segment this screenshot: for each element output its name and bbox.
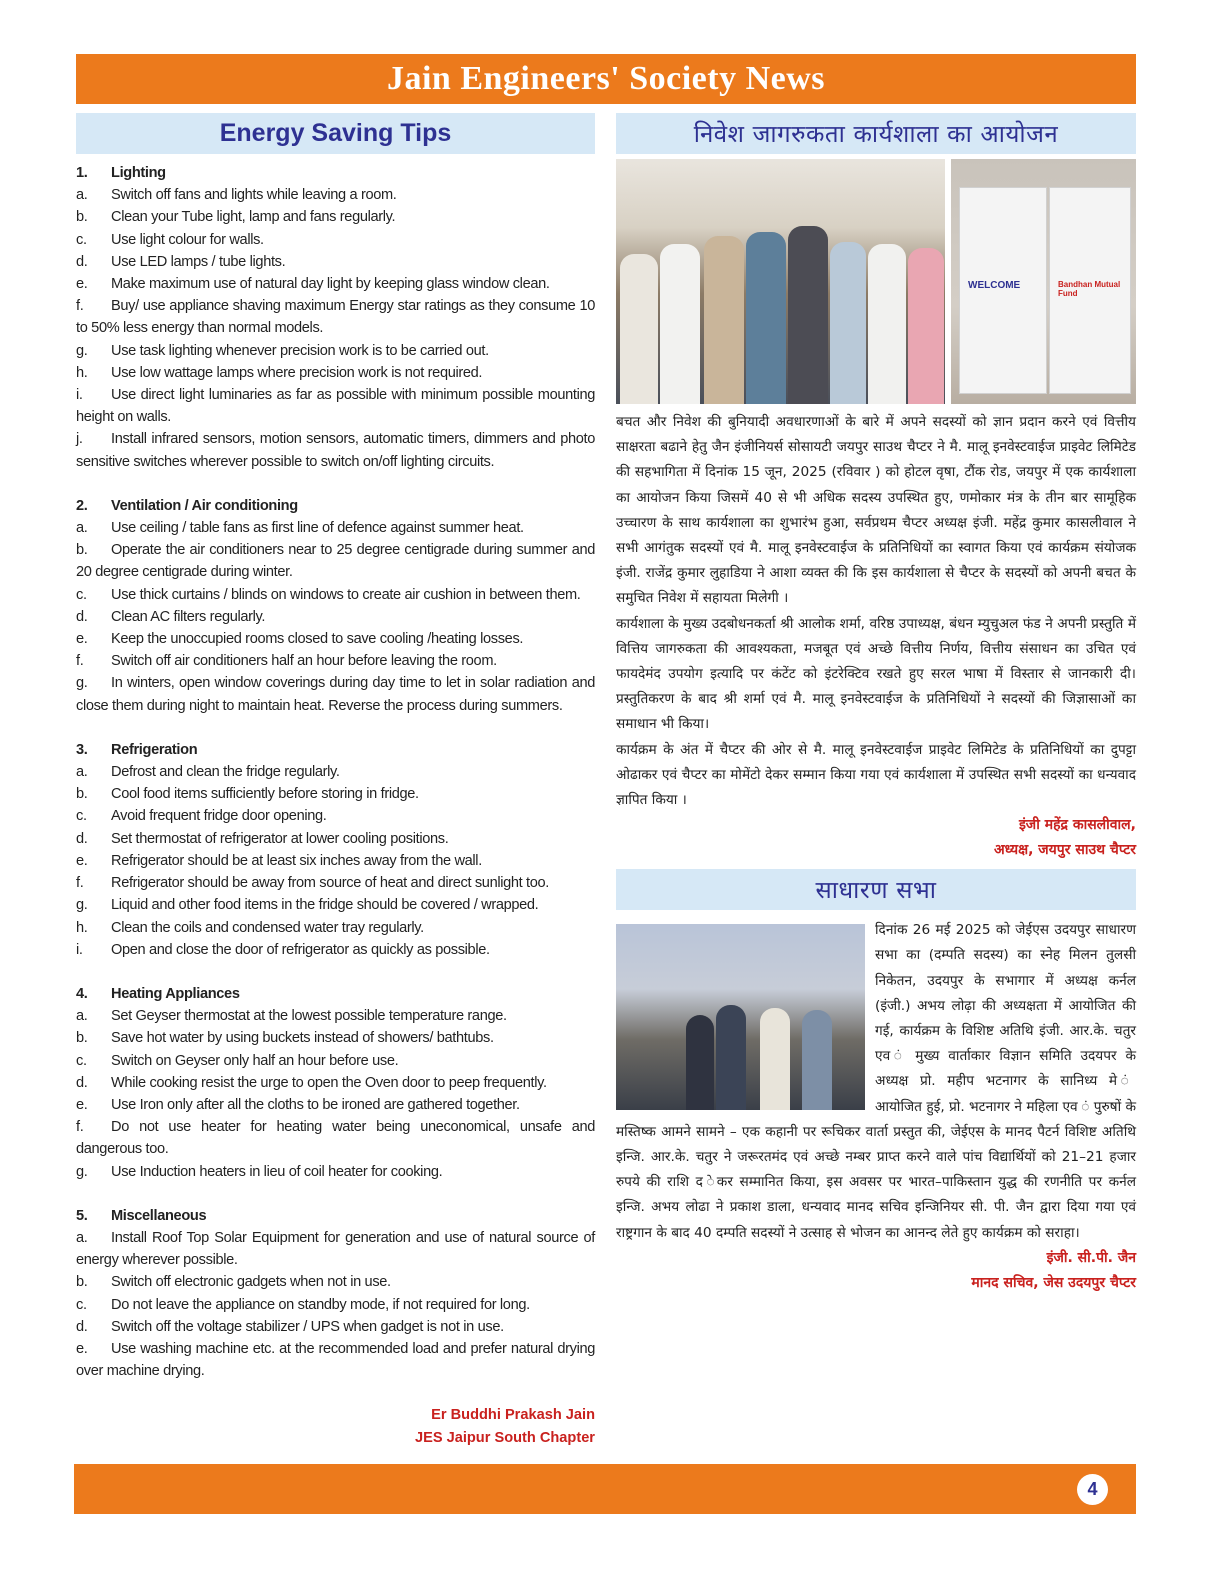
tip-item-text: Use direct light luminaries as far as possible with minimum possible mounting height on walls.: [76, 387, 595, 426]
tip-group-label: Heating Appliances: [111, 985, 240, 1002]
tip-item: [76, 872, 595, 894]
newsletter-banner: [76, 54, 1136, 104]
tip-item-text: In winters, open window coverings during day time to let in solar radiation and close them during night to maintain heat. Reverse the process during summers.: [76, 675, 595, 714]
tip-item: [76, 939, 595, 961]
tip-item-letter: g.: [76, 897, 88, 914]
tip-item-text: Switch off the voltage stabilizer / UPS when gadget is not in use.: [111, 1318, 504, 1335]
workshop-signature-role: अध्यक्ष, जयपुर साउथ चैप्टर: [993, 842, 1136, 859]
tip-item-text: Operate the air conditioners near to 25 degree centigrade during summer and 20 degree centigrade during winter.: [76, 542, 595, 581]
tip-item: [76, 1072, 595, 1094]
newsletter-title: Jain Engineers' Society News: [386, 60, 826, 97]
tip-item: [76, 628, 595, 650]
tip-item: [76, 362, 595, 384]
tip-item: [76, 1316, 595, 1338]
tip-item-text: Open and close the door of refrigerator as quickly as possible.: [111, 941, 490, 958]
tip-item-letter: b.: [76, 209, 88, 226]
tip-item-letter: g.: [76, 1163, 88, 1180]
person-figure: [760, 1008, 790, 1110]
tip-item: [76, 206, 595, 228]
sabha-signature: [616, 1246, 1136, 1296]
tip-group-number: 5.: [76, 1207, 88, 1224]
tip-item-text: Clean AC filters regularly.: [111, 608, 266, 625]
person-figure: [868, 244, 906, 404]
person-figure: [704, 236, 744, 404]
tip-item-text: Make maximum use of natural day light by keeping glass window clean.: [111, 276, 550, 293]
workshop-signature: [616, 813, 1136, 863]
tip-item-text: Defrost and clean the fridge regularly.: [111, 764, 340, 781]
tip-item-letter: d.: [76, 1318, 88, 1335]
tip-item-letter: c.: [76, 808, 87, 825]
tip-item: [76, 428, 595, 472]
tip-item-letter: g.: [76, 342, 88, 359]
tip-group-number: 2.: [76, 497, 88, 514]
tip-item: [76, 1294, 595, 1316]
person-figure: [830, 242, 866, 404]
tip-item: [76, 828, 595, 850]
tip-item: [76, 273, 595, 295]
tip-item-text: While cooking resist the urge to open the Oven door to peep frequently.: [111, 1074, 547, 1091]
tip-item: [76, 517, 595, 539]
tip-item-text: Use washing machine etc. at the recommended load and prefer natural drying over machine drying.: [76, 1340, 595, 1380]
tip-group: [76, 739, 595, 961]
tip-group-label: Lighting: [111, 165, 166, 181]
tip-group-title: [76, 739, 595, 761]
tip-item: [76, 805, 595, 827]
tip-group-label: Refrigeration: [111, 741, 198, 758]
tip-item-letter: j.: [76, 431, 83, 448]
tip-item-text: Use Induction heaters in lieu of coil heater for cooking.: [111, 1163, 443, 1180]
tip-item-text: Avoid frequent fridge door opening.: [111, 808, 327, 825]
signature-name: Er Buddhi Prakash Jain: [431, 1407, 595, 1424]
welcome-text: WELCOME: [968, 280, 1021, 291]
tip-item: [76, 1227, 595, 1271]
tip-item-letter: h.: [76, 919, 88, 936]
workshop-title: निवेश जागरुकता कार्यशाला का आयोजन: [693, 120, 1059, 148]
workshop-article: [616, 410, 1136, 813]
tip-item: [76, 650, 595, 672]
tip-item: [76, 295, 595, 339]
tip-item-text: Set thermostat of refrigerator at lower cooling positions.: [111, 830, 449, 847]
tip-item-letter: c.: [76, 586, 87, 603]
tip-item-letter: c.: [76, 1296, 87, 1313]
tip-item: [76, 384, 595, 428]
bandhan-standee: [1049, 187, 1131, 394]
workshop-group-photo: [616, 159, 945, 404]
tip-item-text: Clean the coils and condensed water tray regularly.: [111, 919, 424, 936]
tip-item-text: Use Iron only after all the cloths to be ironed are gathered together.: [111, 1096, 520, 1113]
welcome-standee: [959, 187, 1047, 394]
person-figure: [686, 1015, 714, 1110]
tip-item: [76, 229, 595, 251]
tip-item-letter: f.: [76, 298, 84, 315]
tip-group: [76, 1205, 595, 1383]
person-figure: [716, 1005, 746, 1110]
tip-item-text: Switch off air conditioners half an hour before leaving the room.: [111, 653, 497, 670]
tip-item-letter: d.: [76, 830, 88, 847]
workshop-paragraph: कार्यक्रम के अंत में चैप्टर की ओर से मै. मालू इनवेस्टवाईज प्राइवेट लिमिटेड के प्रतिनिधियों का दुपट्टा ओढाकर एवं चैप्टर का मोमेंटो देकर सम्मान किया गया एवं कार्यशाला में उपस्थित सभी सदस्यों का धन्यवाद ज्ञापित किया ।: [616, 741, 1136, 809]
energy-tips-signature: [76, 1404, 595, 1449]
workshop-paragraph: कार्यशाला के मुख्य उदबोधनकर्ता श्री आलोक शर्मा, वरिष्ठ उपाध्यक्ष, बंधन म्युचुअल फंड ने अपनी प्रस्तुति में वित्तिय जागरुकता की आवश्यकता, मजबूत एवं अच्छे वित्तीय निर्णय, वित्तीय संसाधन का उचित एवं फायदेमंद उपयोग इत्यादि पर कंटेंट को इंटरेक्टिव रखते हुए सरल भाषा में विस्तार से जानकारी दी। प्रस्तुतिकरण के बाद श्री शर्मा एवं मै. मालू इनवेस्टवाईज के प्रतिनिधियों ने सदस्यों की जिज्ञासाओं का समाधान भी किया।: [616, 615, 1136, 733]
tip-item-text: Keep the unoccupied rooms closed to save cooling /heating losses.: [111, 631, 524, 648]
tip-item: [76, 184, 595, 206]
tip-item: [76, 251, 595, 273]
tip-item-text: Install Roof Top Solar Equipment for generation and use of natural source of energy wherever possible.: [76, 1229, 595, 1269]
tip-item-text: Use task lighting whenever precision work is to be carried out.: [111, 342, 489, 359]
tip-item-letter: a.: [76, 520, 88, 537]
tip-item-text: Use ceiling / table fans as first line of defence against summer heat.: [111, 520, 524, 537]
tip-item: [76, 894, 595, 916]
tip-item-letter: d.: [76, 253, 88, 270]
tip-group-title: [76, 495, 595, 517]
bandhan-text: Bandhan Mutual Fund: [1058, 280, 1121, 298]
tip-item-letter: b.: [76, 1030, 88, 1047]
workshop-paragraph: बचत और निवेश की बुनियादी अवधारणाओं के बारे में अपने सदस्यों को ज्ञान प्रदान करने एवं वित्तीय साक्षरता बढाने हेतु जैन इंजीनियर्स सोसायटी जयपुर साउथ चैप्टर ने मै. मालू इनवेस्टवाईज प्राइवेट लिमिटेड की सहभागिता में दिनांक 15 जून, 2025 (रविवार ) को होटल वृषा, टौंक रोड, जयपुर में एक कार्यशाला का आयोजन किया जिसमें 40 से भी अधिक सदस्य उपस्थित हुए, णमोकार मंत्र के तीन बार सामूहिक उच्चारण के साथ कार्यशाला का शुभारंभ हुआ, सर्वप्रथम चैप्टर अध्यक्ष इंजी. महेंद्र कुमार कासलीवाल ने सभी आगंतुक सदस्यों एवं मै. मालू इनवेस्टवाईज के प्रतिनिधियों का स्वागत किया एवं कार्यक्रम संयोजक इंजी. राजेंद्र कुमार लुहाडिया ने आशा व्यक्त की कि इस कार्यशाला से चैप्टर के सदस्यों को अपनी बचत के समुचित निवेश में सहायता मिलेगी ।: [616, 414, 1136, 607]
tip-group-number: 3.: [76, 741, 88, 758]
person-figure: [660, 244, 700, 404]
tip-item-text: Refrigerator should be at least six inches away from the wall.: [111, 852, 482, 869]
tip-group-title: [76, 1205, 595, 1227]
tip-item-text: Do not use heater for heating water being uneconomical, unsafe and dangerous too.: [76, 1119, 595, 1158]
workshop-signature-name: इंजी महेंद्र कासलीवाल,: [1018, 817, 1136, 834]
tip-item: [76, 850, 595, 872]
tip-item-letter: f.: [76, 875, 84, 892]
tip-item-letter: i.: [76, 387, 83, 404]
tip-item-letter: g.: [76, 675, 88, 692]
tip-item: [76, 672, 595, 716]
tip-item-text: Use low wattage lamps where precision work is not required.: [111, 364, 483, 381]
welcome-banner-photo: [951, 159, 1136, 404]
tip-item-letter: c.: [76, 231, 87, 248]
tip-item-text: Set Geyser thermostat at the lowest possible temperature range.: [111, 1008, 507, 1025]
energy-tips-column: [76, 113, 595, 1450]
tip-item-letter: a.: [76, 764, 88, 781]
footer-bar: [74, 1464, 1136, 1514]
tip-item-text: Save hot water by using buckets instead of showers/ bathtubs.: [111, 1030, 494, 1047]
page-number: 4: [1077, 1474, 1108, 1505]
tip-item-letter: f.: [76, 653, 84, 670]
tip-group-label: Miscellaneous: [111, 1207, 207, 1224]
workshop-photos: [616, 159, 1136, 404]
tip-item: [76, 1161, 595, 1183]
tip-item-text: Refrigerator should be away from source of heat and direct sunlight too.: [111, 875, 550, 892]
tip-item: [76, 1027, 595, 1049]
sabha-event-photo: [616, 924, 865, 1110]
person-figure: [788, 226, 828, 404]
workshop-heading: [616, 113, 1136, 154]
tip-item-letter: h.: [76, 364, 88, 381]
tip-item: [76, 761, 595, 783]
tip-item-text: Switch on Geyser only half an hour before use.: [111, 1052, 399, 1069]
tip-item: [76, 1005, 595, 1027]
tip-item: [76, 1116, 595, 1160]
signature-role: JES Jaipur South Chapter: [414, 1429, 595, 1446]
person-figure: [620, 254, 658, 404]
tip-item-letter: i.: [76, 941, 83, 958]
tip-item-text: Use LED lamps / tube lights.: [111, 253, 286, 270]
tip-item-letter: b.: [76, 542, 88, 559]
energy-tips-heading: [76, 113, 595, 154]
tip-item-letter: c.: [76, 1052, 87, 1069]
tip-item-text: Clean your Tube light, lamp and fans regularly.: [111, 209, 396, 226]
sabha-signature-name: इंजी. सी.पी. जैन: [1046, 1249, 1136, 1266]
news-column: [616, 113, 1136, 1296]
tip-item: [76, 1271, 595, 1293]
tip-item-text: Liquid and other food items in the fridge should be covered / wrapped.: [111, 897, 539, 914]
tip-item: [76, 539, 595, 583]
tip-item-letter: d.: [76, 1074, 88, 1091]
tip-item: [76, 1050, 595, 1072]
tip-item-text: Use light colour for walls.: [111, 231, 264, 248]
person-figure: [746, 232, 786, 404]
tip-item-letter: a.: [76, 1229, 88, 1246]
person-figure: [908, 248, 944, 404]
sabha-article: [616, 918, 1136, 1246]
sabha-heading: [616, 869, 1136, 910]
energy-tips-list: [76, 162, 595, 1382]
tip-item-text: Do not leave the appliance on standby mode, if not required for long.: [111, 1296, 530, 1313]
energy-tips-title: Energy Saving Tips: [219, 119, 452, 147]
tip-item-letter: e.: [76, 852, 88, 869]
tip-item: [76, 340, 595, 362]
tip-item: [76, 584, 595, 606]
tip-item-text: Cool food items sufficiently before storing in fridge.: [111, 786, 419, 803]
tip-group-number: 4.: [76, 985, 88, 1002]
tip-item: [76, 1094, 595, 1116]
tip-group-number: 1.: [76, 165, 88, 181]
tip-item-text: Buy/ use appliance shaving maximum Energy star ratings as they consume 10 to 50% less energy than normal models.: [76, 298, 595, 337]
tip-item-letter: f.: [76, 1119, 84, 1136]
tip-item-letter: d.: [76, 608, 88, 625]
tip-item: [76, 917, 595, 939]
tip-group: [76, 495, 595, 717]
sabha-text: दिनांक 26 मई 2025 को जेईएस उदयपुर साधारण सभा का (दम्पति सदस्य) का स्नेह मिलन तुलसी निकेतन, उदयपुर के सभागार में अध्यक्ष कर्नल (इंजी.) अभय लोढ़ा की अध्यक्षता में आयोजित की गई, कार्यक्रम के विशिष्ट अतिथि इंजी. आर.के. चतुर एव ं मुख्य वार्ताकार विज्ञान समिति उदयपर के अध्यक्ष प्रो. महीप भटनागर के सानिध्य मे ं आयोजित हुई, प्रो. भटनागर ने महिला एव ं पुरुषों के मस्तिष्क आमने सामने – एक कहानी पर रूचिकर वार्ता प्रस्तुत की, जेईएस के मानद पैटर्न विशिष्ट अतिथि इन्जि. आर.के. चतुर ने जरूरतमंद एवं अच्छे नम्बर प्राप्त करने वाले पांच विद्यार्थियों को 21–21 हजार रुपये की राशि द ेकर सम्मानित किया, इस अवसर पर भारत–पाकिस्तान युद्ध की रणनीति पर कर्नल इन्जि. अभय लोढा ने प्रकाश डाला, धन्यवाद मानद सचिव इन्जिनियर सी. पी. जैन द्वारा दिया गया एवं राष्ट्रगान के बाद 40 दम्पति सदस्यों ने उत्साह से भोजन का आनन्द लेते हुए कार्यक्रम को सराहा।: [616, 922, 1136, 1241]
tip-item-text: Use thick curtains / blinds on windows to create air cushion in between them.: [111, 586, 581, 603]
tip-item: [76, 1338, 595, 1382]
tip-item-letter: b.: [76, 1274, 88, 1291]
tip-item-text: Switch off fans and lights while leaving a room.: [111, 187, 397, 204]
tip-item-letter: b.: [76, 786, 88, 803]
tip-item-letter: e.: [76, 1096, 88, 1113]
tip-group: [76, 162, 595, 473]
tip-group-title: [76, 983, 595, 1005]
tip-item-letter: a.: [76, 187, 88, 204]
tip-item-letter: a.: [76, 1008, 88, 1025]
tip-item: [76, 783, 595, 805]
tip-item: [76, 606, 595, 628]
tip-group-title: [76, 162, 595, 184]
tip-item-letter: e.: [76, 1340, 88, 1357]
tip-group-label: Ventilation / Air conditioning: [111, 497, 298, 514]
sabha-signature-role: मानद सचिव, जेस उदयपुर चैप्टर: [971, 1274, 1136, 1291]
person-figure: [802, 1010, 832, 1110]
sabha-title: साधारण सभा: [815, 876, 937, 905]
tip-item-letter: e.: [76, 631, 88, 648]
tip-item-letter: e.: [76, 276, 88, 293]
tip-group: [76, 983, 595, 1183]
tip-item-text: Switch off electronic gadgets when not in use.: [111, 1274, 391, 1291]
tip-item-text: Install infrared sensors, motion sensors, automatic timers, dimmers and photo sensitive switches wherever possible to switch on/off lighting circuits.: [76, 431, 595, 470]
